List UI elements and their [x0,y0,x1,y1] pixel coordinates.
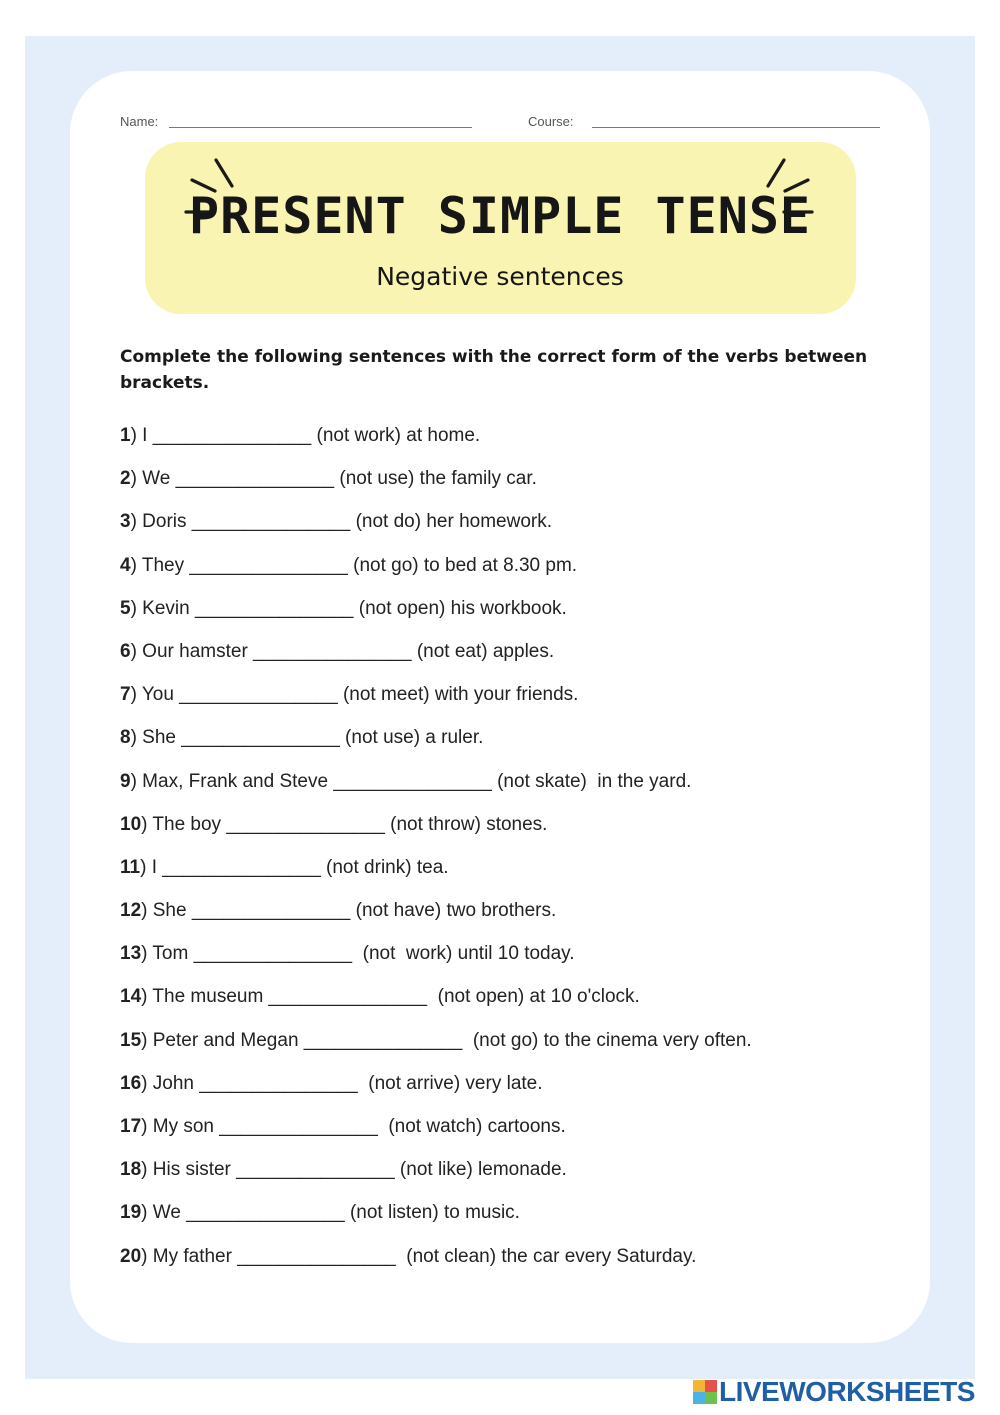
exercise-number: 1 [120,425,131,446]
exercise-text: ) John _______________ (not arrive) very late. [141,1072,543,1094]
exercise-text: ) She _______________ (not use) a ruler. [130,727,484,749]
liveworksheets-logo-text: LIVEWORKSHEETS [719,1376,975,1407]
exercise-text: ) Doris _______________ (not do) her homework. [130,511,553,533]
exercise-text: ) I _______________ (not work) at home. [130,425,481,446]
worksheet-title: PRESENT SIMPLE TENSE [188,187,812,245]
exercise-number: 4 [120,554,131,576]
exercise-number: 10 [120,813,142,835]
exercise-number: 19 [120,1202,142,1224]
exercise-item [120,724,752,767]
exercise-text: ) Kevin _______________ (not open) his workbook. [130,597,567,619]
exercise-number: 6 [120,640,131,662]
exercise-item [120,508,752,551]
name-label: Name: [120,114,159,129]
exercise-number: 18 [120,1159,142,1181]
exercise-item [120,1243,752,1286]
exercise-item [120,897,752,940]
exercise-number: 17 [120,1116,142,1137]
exercise-number: 13 [120,943,142,965]
course-label: Course: [528,114,574,129]
exercise-text: ) Tom _______________ (not work) until 10 today. [141,943,575,965]
exercise-item [120,854,752,897]
exercise-number: 16 [120,1072,142,1094]
exercise-list [120,422,752,1286]
exercise-number: 8 [120,727,131,749]
instructions-text: Complete the following sentences with the correct form of the verbs between brackets. [120,347,868,393]
exercise-text: ) Our hamster _______________ (not eat) apples. [130,640,555,662]
worksheet-subtitle: Negative sentences [376,262,624,291]
exercise-number: 20 [120,1245,142,1267]
exercise-text: ) They _______________ (not go) to bed at 8.30 pm. [130,554,578,576]
name-field[interactable] [169,127,472,128]
exercise-number: 3 [120,511,131,533]
exercise-number: 5 [120,597,131,619]
exercise-text: ) The museum _______________ (not open) at 10 o'clock. [141,986,640,1008]
exercise-item [120,638,752,681]
liveworksheets-logo-icon [693,1380,717,1404]
course-field[interactable] [592,127,880,128]
exercise-text: ) We _______________ (not use) the family car. [130,468,537,490]
exercise-item [120,1199,752,1242]
exercise-text: ) Peter and Megan _______________ (not go) to the cinema very often. [141,1029,752,1051]
exercise-text: ) We _______________ (not listen) to music. [141,1202,520,1224]
exercise-number: 12 [120,900,142,922]
exercise-item [120,940,752,983]
exercise-item [120,983,752,1026]
exercise-text: ) I _______________ (not drink) tea. [140,856,449,878]
exercise-item [120,1113,752,1156]
exercise-number: 2 [120,468,131,490]
exercise-text: ) My son _______________ (not watch) cartoons. [141,1116,566,1137]
exercise-item [120,595,752,638]
exercise-item [120,1156,752,1199]
exercise-number: 11 [120,856,141,878]
exercise-item [120,811,752,854]
liveworksheets-logo[interactable] [693,1376,975,1408]
exercise-item [120,681,752,724]
exercise-text: ) His sister _______________ (not like) lemonade. [141,1159,567,1181]
exercise-number: 15 [120,1029,142,1051]
exercise-item [120,1027,752,1070]
exercise-text: ) She _______________ (not have) two brothers. [141,900,557,922]
exercise-item [120,768,752,811]
exercise-item [120,465,752,508]
exercise-item [120,422,752,465]
exercise-number: 7 [120,684,131,706]
exercise-item [120,552,752,595]
exercise-text: ) The boy _______________ (not throw) stones. [141,813,548,835]
exercise-text: ) You _______________ (not meet) with your friends. [130,684,579,706]
exercise-number: 9 [120,770,131,792]
exercise-text: ) My father _______________ (not clean) the car every Saturday. [141,1245,697,1267]
exercise-text: ) Max, Frank and Steve _______________ (not skate) in the yard. [130,770,692,792]
exercise-item [120,1070,752,1113]
exercise-number: 14 [120,986,142,1008]
